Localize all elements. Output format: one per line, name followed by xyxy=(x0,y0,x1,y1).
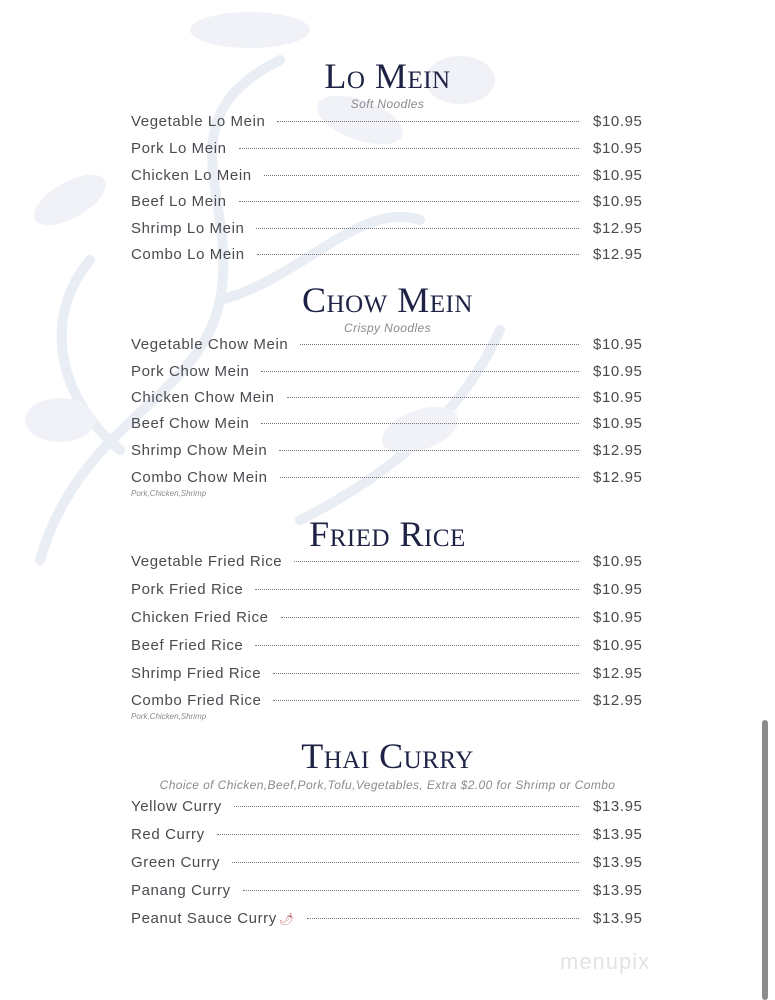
item-name: Pork Fried Rice xyxy=(131,581,244,598)
item-name: Pork Lo Mein xyxy=(131,140,227,157)
dot-leader xyxy=(281,617,579,618)
item-name: Vegetable Chow Mein xyxy=(131,336,289,353)
menu-item xyxy=(131,854,641,872)
item-name: Beef Chow Mein xyxy=(131,415,250,432)
menu-item xyxy=(131,246,641,264)
menu-item xyxy=(131,826,641,844)
dot-leader xyxy=(307,918,579,919)
item-price: $13.95 xyxy=(593,826,643,843)
item-price: $12.95 xyxy=(593,692,643,709)
menu-item xyxy=(131,882,641,900)
dot-leader xyxy=(239,148,579,149)
item-price: $12.95 xyxy=(593,220,643,237)
menu-item xyxy=(131,798,641,816)
menu-item xyxy=(131,415,641,433)
dot-leader xyxy=(232,862,579,863)
menu-item xyxy=(131,469,641,487)
menu-item xyxy=(131,113,641,131)
item-name: Chicken Fried Rice xyxy=(131,609,269,626)
dot-leader xyxy=(264,175,579,176)
item-name: Peanut Sauce Curry xyxy=(131,910,277,927)
dot-leader xyxy=(217,834,579,835)
scrollbar[interactable] xyxy=(762,720,768,1000)
lo-mein-subtitle: Soft Noodles xyxy=(350,97,425,111)
item-price: $10.95 xyxy=(593,336,643,353)
item-name: Panang Curry xyxy=(131,882,231,899)
item-price: $13.95 xyxy=(593,798,643,815)
item-price: $13.95 xyxy=(593,910,643,927)
dot-leader xyxy=(279,450,579,451)
item-price: $10.95 xyxy=(593,113,643,130)
item-price: $12.95 xyxy=(593,469,643,486)
dot-leader xyxy=(280,477,579,478)
item-price: $10.95 xyxy=(593,553,643,570)
menu-item xyxy=(131,336,641,354)
menu-item xyxy=(131,553,641,571)
item-name: Combo Lo Mein xyxy=(131,246,245,263)
item-name: Combo Fried Rice xyxy=(131,692,262,709)
item-price: $10.95 xyxy=(593,389,643,406)
dot-leader xyxy=(273,700,579,701)
item-name: Combo Chow Mein xyxy=(131,469,268,486)
thai-curry-subtitle: Choice of Chicken,Beef,Pork,Tofu,Vegetables, Extra $2.00 for Shrimp or Combo xyxy=(159,778,616,792)
item-price: $10.95 xyxy=(593,193,643,210)
dot-leader xyxy=(273,673,579,674)
item-price: $10.95 xyxy=(593,609,643,626)
menu-item xyxy=(131,389,641,407)
menupix-watermark: menupix xyxy=(560,949,651,974)
menu-item xyxy=(131,609,641,627)
item-price: $10.95 xyxy=(593,167,643,184)
item-name: Pork Chow Mein xyxy=(131,363,250,380)
dot-leader xyxy=(255,645,579,646)
item-price: $10.95 xyxy=(593,637,643,654)
dot-leader xyxy=(300,344,579,345)
item-price: $10.95 xyxy=(593,363,643,380)
item-name: Green Curry xyxy=(131,854,221,871)
dot-leader xyxy=(255,589,579,590)
dot-leader xyxy=(239,201,579,202)
dot-leader xyxy=(256,228,579,229)
fried-rice-heading: Fried Rice xyxy=(309,514,466,554)
thai-curry-heading: Thai Curry xyxy=(301,736,474,776)
item-price: $12.95 xyxy=(593,442,643,459)
item-name: Beef Fried Rice xyxy=(131,637,244,654)
dot-leader xyxy=(261,371,579,372)
item-name: Shrimp Chow Mein xyxy=(131,442,268,459)
dot-leader xyxy=(287,397,579,398)
menu-item xyxy=(131,910,641,928)
menu-item xyxy=(131,363,641,381)
menu-item xyxy=(131,581,641,599)
menu-item xyxy=(131,220,641,238)
dot-leader xyxy=(261,423,579,424)
menu-item xyxy=(131,637,641,655)
item-price: $10.95 xyxy=(593,581,643,598)
menu-item xyxy=(131,692,641,710)
chow-mein-heading: Chow Mein xyxy=(302,280,473,320)
item-note: Pork,Chicken,Shrimp xyxy=(131,489,207,498)
item-price: $10.95 xyxy=(593,415,643,432)
dot-leader xyxy=(277,121,579,122)
item-price: $12.95 xyxy=(593,246,643,263)
dot-leader xyxy=(234,806,579,807)
menu-item xyxy=(131,193,641,211)
item-price: $10.95 xyxy=(593,140,643,157)
item-name: Red Curry xyxy=(131,826,205,843)
lo-mein-heading: Lo Mein xyxy=(324,56,451,96)
item-price: $12.95 xyxy=(593,665,643,682)
item-name: Chicken Chow Mein xyxy=(131,389,275,406)
item-name: Vegetable Lo Mein xyxy=(131,113,266,130)
item-name: Chicken Lo Mein xyxy=(131,167,252,184)
dot-leader xyxy=(243,890,579,891)
item-price: $13.95 xyxy=(593,882,643,899)
item-name: Shrimp Lo Mein xyxy=(131,220,245,237)
chili-pepper-icon: 🌶 xyxy=(278,912,295,926)
dot-leader xyxy=(294,561,579,562)
menu-item xyxy=(131,442,641,460)
item-name: Shrimp Fried Rice xyxy=(131,665,262,682)
item-name: Yellow Curry xyxy=(131,798,222,815)
menu-item xyxy=(131,167,641,185)
dot-leader xyxy=(257,254,579,255)
menu-item xyxy=(131,140,641,158)
menu-item xyxy=(131,665,641,683)
chow-mein-subtitle: Crispy Noodles xyxy=(344,321,431,335)
item-note: Pork,Chicken,Shrimp xyxy=(131,712,207,721)
item-name: Beef Lo Mein xyxy=(131,193,227,210)
item-price: $13.95 xyxy=(593,854,643,871)
item-name: Vegetable Fried Rice xyxy=(131,553,283,570)
